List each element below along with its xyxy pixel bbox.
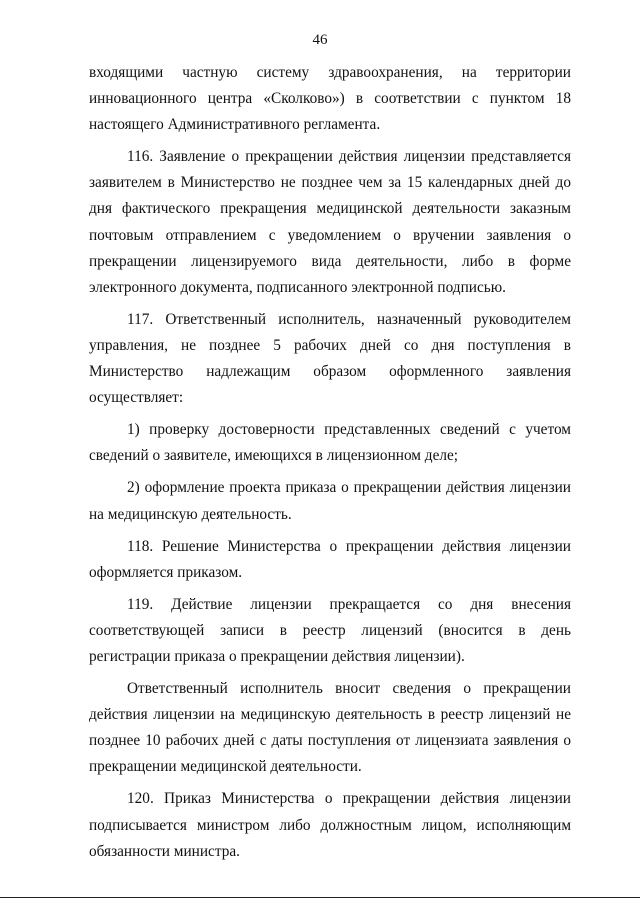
bottom-edge-line bbox=[0, 897, 640, 898]
document-body bbox=[89, 60, 571, 865]
paragraph-117: 117. Ответственный исполнитель, назначенный руководителем управления, не позднее 5 рабочих дней со дня поступления в Министерство надлежащим образом оформленного заявления осуществляет: bbox=[89, 310, 571, 407]
paragraph-116: 116. Заявление о прекращении действия лицензии представляется заявителем в Министерство не позднее чем за 15 календарных дней до дня фактического прекращения медицинской деятельности заказным почтовым отправлением с уведомлением о вручении заявления о прекращении лицензируемого вида деятельности, либо в форме электронного документа, подписанного электронной подписью. bbox=[89, 148, 571, 296]
paragraph-117-item-1: 1) проверку достоверности представленных сведений с учетом сведений о заявителе, имеющихся в лицензионном деле; bbox=[89, 421, 571, 465]
paragraph-119: 119. Действие лицензии прекращается со дня внесения соответствующей записи в реестр лицензий (вносится в день регистрации приказа о прекращении действия лицензии). bbox=[89, 595, 571, 665]
paragraph-120: 120. Приказ Министерства о прекращении действия лицензии подписывается министром либо должностным лицом, исполняющим обязанности министра. bbox=[89, 790, 571, 860]
paragraph-continuation: входящими частную систему здравоохранения, на территории инновационного центра «Сколково») в соответствии с пунктом 18 настоящего Административного регламента. bbox=[89, 64, 571, 134]
paragraph-119-continuation: Ответственный исполнитель вносит сведения о прекращении действия лицензии на медицинскую деятельность в реестр лицензий не позднее 10 рабочих дней с даты поступления от лицензиата заявления о прекращении медицинской деятельности. bbox=[89, 680, 571, 776]
page-number: 46 bbox=[312, 32, 328, 48]
paragraph-117-item-2: 2) оформление проекта приказа о прекращении действия лицензии на медицинскую деятельность. bbox=[89, 479, 571, 523]
paragraph-118: 118. Решение Министерства о прекращении действия лицензии оформляется приказом. bbox=[89, 537, 571, 581]
